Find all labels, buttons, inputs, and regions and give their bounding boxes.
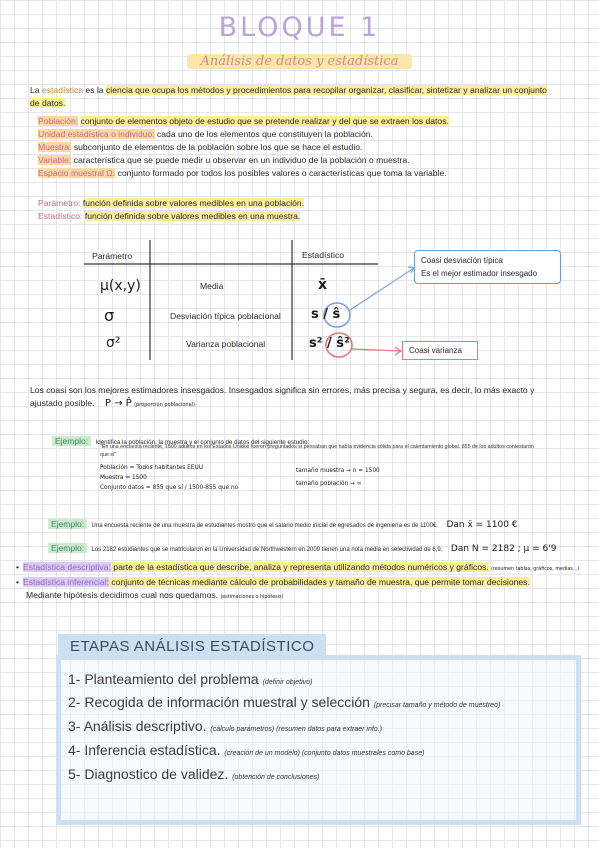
definition-item bbox=[38, 115, 558, 128]
example-label: Ejemplo: bbox=[52, 436, 91, 446]
etapa-step-note: (precisar tamaño y método de muestreo) bbox=[373, 702, 501, 709]
example1-note: Muestra = 1500 bbox=[100, 475, 147, 481]
bullet-continuation bbox=[16, 589, 596, 604]
intro-text-2: es la bbox=[83, 85, 106, 95]
example1-size-note: tamaño muestra → n = 1500 bbox=[296, 468, 380, 474]
col-header-stat: Estadístico bbox=[302, 250, 345, 260]
etapa-step-text: 5- Diagnostico de validez. bbox=[68, 766, 229, 782]
intro-paragraph bbox=[30, 84, 550, 110]
row-stat-symbol: s² / ŝ² bbox=[309, 336, 350, 351]
definition-desc: característica que se puede medir u observar en un individuo de la población o muestra. bbox=[73, 155, 410, 165]
intro-keyword: estadística bbox=[41, 85, 84, 95]
bullet-text: parte de la estadística que describe, analiza y representa utilizando métodos numéricos y gráficos. bbox=[110, 562, 489, 572]
definition-item bbox=[38, 167, 558, 180]
definition-desc: conjunto de elementos objeto de estudio que se pretende realizar y del que se extraen los datos. bbox=[80, 116, 449, 126]
example3-text: Los 2182 estudiantes que se matricularon en la Universidad de Northwestern en 2009 tienen una nota media en selectividad de 6,9. bbox=[91, 547, 443, 553]
note-blue-line1: Coasi desviación típica bbox=[421, 256, 503, 265]
param-def-term: Estadístico: bbox=[38, 211, 83, 221]
etapa-step bbox=[68, 718, 382, 734]
example1-note: Conjunto datos = 855 que sí / 1500-855 que no bbox=[100, 485, 239, 491]
row-param-symbol: σ² bbox=[106, 335, 121, 351]
example2-text: Una encuesta reciente de una muestra de estudiantes mostró que el salario medio inicial de egresados de ingeniería es de 1100€. bbox=[91, 523, 438, 529]
definition-item bbox=[38, 128, 558, 141]
param-defs bbox=[38, 197, 558, 223]
col-header-param: Parámetro bbox=[92, 251, 133, 261]
etapa-step bbox=[68, 766, 319, 782]
bullet-dot: • bbox=[16, 562, 20, 572]
param-def-term: Parámetro: bbox=[38, 198, 81, 208]
etapa-step-note: (obtención de conclusiones) bbox=[232, 774, 320, 781]
example2 bbox=[48, 514, 588, 532]
bullets bbox=[16, 561, 596, 604]
bullet-term: Estadística inferencial: bbox=[23, 577, 109, 587]
definitions-list bbox=[38, 115, 558, 180]
coasi-line1: Los coasi son los mejores estimadores insesgados. Insesgados significa sin errores, más precisa y segura, es decir, lo más exacto y bbox=[30, 385, 535, 395]
row-stat-symbol: x̄ bbox=[318, 277, 328, 293]
coasi-line2-text: ajustado posible. bbox=[30, 398, 95, 408]
etapa-step-text: 3- Análisis descriptivo. bbox=[68, 718, 207, 734]
etapas-title: ETAPAS ANÁLISIS ESTADÍSTICO bbox=[58, 634, 326, 659]
example1-size-note: tamaño población → ∞ bbox=[296, 481, 362, 487]
etapa-step-text: 2- Recogida de información muestral y selección bbox=[68, 694, 370, 710]
row-name: Media bbox=[200, 281, 224, 291]
bullet-text-2: Mediante hipótesis decidimos cual nos quedamos. bbox=[26, 590, 219, 600]
row-stat-symbol: s / ŝ bbox=[311, 307, 341, 322]
red-arrow bbox=[352, 349, 400, 351]
definition-item bbox=[38, 154, 558, 167]
example1-sizes bbox=[296, 465, 380, 491]
page-title: BLOQUE 1 bbox=[218, 12, 381, 43]
coasi-line2 bbox=[30, 397, 570, 412]
definition-term: Variable: bbox=[38, 155, 72, 165]
bullet-item bbox=[16, 576, 596, 589]
example1-note: Población = Todos habitantes EEUU bbox=[100, 465, 203, 471]
bullet-note: (estimaciones o hipótesis) bbox=[220, 595, 284, 600]
example1-header: Identifica la población, la muestra y el conjunto de datos del siguiente estudio: bbox=[95, 439, 310, 446]
definition-desc: subconjunto de elementos de la población sobre los que se hace el estudio. bbox=[73, 142, 363, 152]
example1-notes bbox=[100, 463, 238, 493]
definition-term: Espacio muestral Ω: bbox=[38, 168, 116, 178]
coasi-hand: P → P̂ bbox=[104, 398, 132, 409]
note-blue-line2: Es el mejor estimador insesgado bbox=[421, 269, 538, 278]
param-def-item bbox=[38, 210, 558, 223]
definition-term: Población: bbox=[38, 116, 79, 126]
definition-term: Unidad estadística o individuo: bbox=[38, 129, 155, 139]
row-name: Desviación típica poblacional bbox=[170, 311, 281, 321]
etapa-step-text: 1- Planteamiento del problema bbox=[68, 671, 259, 687]
example1-body: "En una encuesta reciente, 1500 adultos en los Estados Unidos fueron preguntados si pensaban que había evidencia sólida para el calentamiento global. 855 de los adultos contestaron que sí" bbox=[100, 444, 534, 458]
coasi-paragraph bbox=[30, 384, 570, 412]
note-red: Coasi varianza bbox=[402, 341, 478, 360]
param-def-desc: función definida sobre valores medibles en una muestra. bbox=[84, 211, 301, 221]
definition-desc: cada uno de los elementos que constituyen la población. bbox=[156, 129, 373, 139]
coasi-hand-note: (proporción poblacional) bbox=[134, 402, 195, 408]
etapa-step-text: 4- Inferencia estadística. bbox=[68, 742, 221, 758]
bullet-term: Estadística descriptiva: bbox=[23, 562, 111, 572]
page-subtitle: Análisis de datos y estadística bbox=[187, 54, 413, 69]
bullet-item bbox=[16, 561, 596, 576]
blue-arrow bbox=[350, 268, 414, 310]
row-param-symbol: σ bbox=[104, 306, 115, 325]
example2-hand: Dan x̄ = 1100 € bbox=[446, 520, 518, 530]
etapa-step bbox=[68, 694, 500, 710]
example-label: Ejemplo: bbox=[48, 519, 87, 529]
subtitle-wrap bbox=[0, 52, 599, 70]
etapa-step-note: (definir objetivo) bbox=[262, 679, 313, 686]
bullet-note: (resumen tablas, gráficos, medias...) bbox=[491, 567, 580, 572]
definition-term: Muestra: bbox=[38, 142, 72, 152]
etapa-step bbox=[68, 742, 424, 758]
etapa-step-note: (cálculo parámetros) (resumen datos para extraer info.) bbox=[210, 726, 382, 733]
example3 bbox=[48, 538, 598, 556]
example-label: Ejemplo: bbox=[48, 543, 87, 553]
param-def-item bbox=[38, 197, 558, 210]
etapa-step bbox=[68, 671, 312, 687]
definition-desc: conjunto formado por todos los posibles valores o características que toma la variable. bbox=[117, 168, 447, 178]
param-def-desc: función definida sobre valores medibles en una población. bbox=[82, 198, 305, 208]
intro-definition: ciencia que ocupa los métodos y procedimientos para recopilar organizar, clasificar, sintetizar y analizar un conjunto de datos. bbox=[30, 85, 547, 108]
note-blue bbox=[414, 250, 561, 284]
row-name: Varianza poblacional bbox=[186, 339, 266, 349]
intro-text-1: La bbox=[30, 85, 42, 95]
bullet-text: conjunto de técnicas mediante cálculo de probabilidades y tamaño de muestra, que permite tomar decisiones. bbox=[109, 577, 530, 587]
example3-hand: Dan N = 2182 ; μ = 6'9 bbox=[450, 544, 557, 554]
definition-item bbox=[38, 141, 558, 154]
bullet-dot: • bbox=[16, 577, 20, 587]
row-param-symbol: μ(x,y) bbox=[100, 278, 141, 294]
etapa-step-note: (creación de un modelo) (conjunto datos muestrales como base) bbox=[224, 750, 425, 757]
